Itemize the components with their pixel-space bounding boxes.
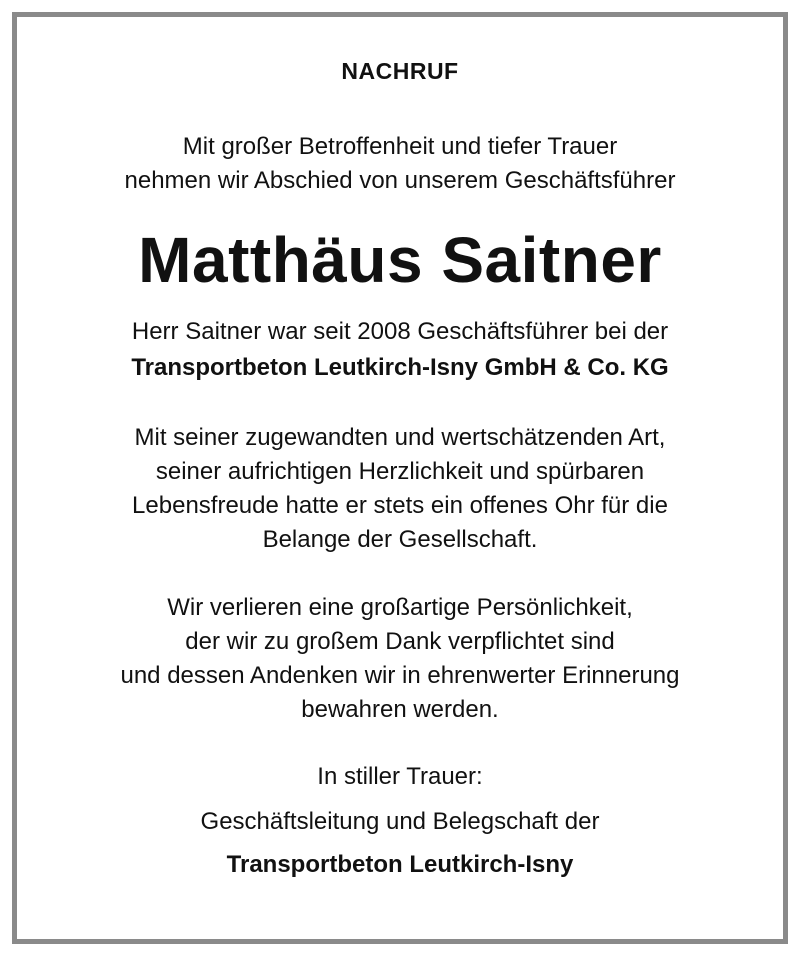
tribute-line: Mit seiner zugewandten und wertschätzenden Art, xyxy=(134,424,666,451)
remembrance-line: der wir zu großem Dank verpflichtet sind xyxy=(185,628,615,655)
remembrance-line: und dessen Andenken wir in ehrenwerter Erinnerung xyxy=(120,662,680,689)
intro-line: nehmen wir Abschied von unserem Geschäftsführer xyxy=(124,167,676,194)
deceased-name: Matthäus Saitner xyxy=(138,224,662,296)
tribute-line: Lebensfreude hatte er stets ein offenes Ohr für die xyxy=(132,492,668,519)
tribute-line: seiner aufrichtigen Herzlichkeit und spürbaren xyxy=(155,458,645,485)
company-name: Transportbeton Leutkirch-Isny GmbH & Co. KG xyxy=(131,354,669,381)
intro-line: Mit großer Betroffenheit und tiefer Trauer xyxy=(182,133,618,160)
remembrance-line: bewahren werden. xyxy=(301,696,499,723)
remembrance-line: Wir verlieren eine großartige Persönlichkeit, xyxy=(167,594,633,621)
role-line: Herr Saitner war seit 2008 Geschäftsführer bei der xyxy=(131,318,669,345)
signers-line: Geschäftsleitung und Belegschaft der xyxy=(200,808,600,835)
signer-company: Transportbeton Leutkirch-Isny xyxy=(226,851,574,878)
notice-heading: NACHRUF xyxy=(341,58,459,84)
mourning-line: In stiller Trauer: xyxy=(317,763,483,790)
tribute-line: Belange der Gesellschaft. xyxy=(262,526,538,553)
